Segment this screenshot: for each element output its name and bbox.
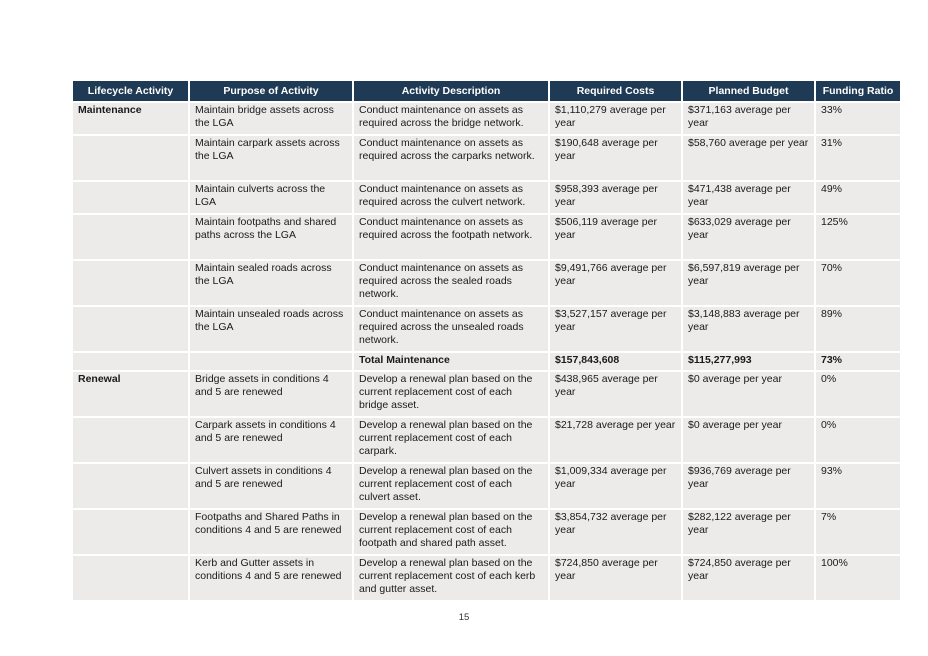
cell-required-costs: $157,843,608 xyxy=(550,353,681,370)
cell-purpose: Culvert assets in conditions 4 and 5 are renewed xyxy=(190,464,352,508)
cell-planned-budget: $115,277,993 xyxy=(683,353,814,370)
total-row xyxy=(73,353,900,370)
cell-lifecycle-activity xyxy=(73,182,188,213)
cell-description: Conduct maintenance on assets as required across the unsealed roads network. xyxy=(354,307,548,351)
cell-purpose: Kerb and Gutter assets in conditions 4 and 5 are renewed xyxy=(190,556,352,600)
header-required-costs: Required Costs xyxy=(550,81,681,101)
cell-funding-ratio: 70% xyxy=(816,261,900,305)
cell-lifecycle-activity xyxy=(73,418,188,462)
cell-required-costs: $190,648 average per year xyxy=(550,136,681,180)
cell-purpose: Carpark assets in conditions 4 and 5 are renewed xyxy=(190,418,352,462)
header-funding-ratio: Funding Ratio xyxy=(816,81,900,101)
cell-funding-ratio: 73% xyxy=(816,353,900,370)
cell-lifecycle-activity xyxy=(73,136,188,180)
cell-funding-ratio: 125% xyxy=(816,215,900,259)
cell-funding-ratio: 7% xyxy=(816,510,900,554)
cell-planned-budget: $3,148,883 average per year xyxy=(683,307,814,351)
cell-planned-budget: $282,122 average per year xyxy=(683,510,814,554)
cell-description: Develop a renewal plan based on the current replacement cost of each footpath and shared path asset. xyxy=(354,510,548,554)
header-activity-description: Activity Description xyxy=(354,81,548,101)
table-body xyxy=(73,103,900,600)
cell-lifecycle-activity xyxy=(73,353,188,370)
table-row xyxy=(73,103,900,134)
header-purpose-of-activity: Purpose of Activity xyxy=(190,81,352,101)
table-row xyxy=(73,215,900,259)
cell-required-costs: $1,009,334 average per year xyxy=(550,464,681,508)
table-row xyxy=(73,136,900,180)
cell-lifecycle-activity: Maintenance xyxy=(73,103,188,134)
cell-purpose: Maintain sealed roads across the LGA xyxy=(190,261,352,305)
table-row xyxy=(73,261,900,305)
cell-lifecycle-activity xyxy=(73,510,188,554)
cell-funding-ratio: 0% xyxy=(816,372,900,416)
table-header-row xyxy=(73,81,900,101)
table-row xyxy=(73,418,900,462)
cell-planned-budget: $0 average per year xyxy=(683,372,814,416)
cell-required-costs: $21,728 average per year xyxy=(550,418,681,462)
lifecycle-table xyxy=(71,79,902,602)
table-row xyxy=(73,372,900,416)
header-lifecycle-activity: Lifecycle Activity xyxy=(73,81,188,101)
cell-required-costs: $438,965 average per year xyxy=(550,372,681,416)
cell-description: Develop a renewal plan based on the current replacement cost of each carpark. xyxy=(354,418,548,462)
cell-funding-ratio: 49% xyxy=(816,182,900,213)
cell-description: Total Maintenance xyxy=(354,353,548,370)
cell-required-costs: $3,527,157 average per year xyxy=(550,307,681,351)
cell-required-costs: $3,854,732 average per year xyxy=(550,510,681,554)
cell-required-costs: $506,119 average per year xyxy=(550,215,681,259)
table-row xyxy=(73,464,900,508)
cell-planned-budget: $371,163 average per year xyxy=(683,103,814,134)
table-row xyxy=(73,182,900,213)
table-row xyxy=(73,307,900,351)
cell-purpose: Footpaths and Shared Paths in conditions 4 and 5 are renewed xyxy=(190,510,352,554)
cell-description: Conduct maintenance on assets as required across the footpath network. xyxy=(354,215,548,259)
cell-description: Conduct maintenance on assets as required across the carparks network. xyxy=(354,136,548,180)
cell-description: Develop a renewal plan based on the current replacement cost of each kerb and gutter asset. xyxy=(354,556,548,600)
cell-required-costs: $1,110,279 average per year xyxy=(550,103,681,134)
cell-description: Conduct maintenance on assets as required across the culvert network. xyxy=(354,182,548,213)
cell-purpose: Maintain unsealed roads across the LGA xyxy=(190,307,352,351)
cell-description: Conduct maintenance on assets as required across the bridge network. xyxy=(354,103,548,134)
cell-purpose: Bridge assets in conditions 4 and 5 are renewed xyxy=(190,372,352,416)
cell-description: Develop a renewal plan based on the current replacement cost of each bridge asset. xyxy=(354,372,548,416)
cell-required-costs: $724,850 average per year xyxy=(550,556,681,600)
cell-planned-budget: $0 average per year xyxy=(683,418,814,462)
cell-funding-ratio: 93% xyxy=(816,464,900,508)
cell-planned-budget: $633,029 average per year xyxy=(683,215,814,259)
cell-required-costs: $9,491,766 average per year xyxy=(550,261,681,305)
cell-planned-budget: $58,760 average per year xyxy=(683,136,814,180)
page-number: 15 xyxy=(458,612,470,623)
cell-purpose xyxy=(190,353,352,370)
table-row xyxy=(73,556,900,600)
cell-funding-ratio: 100% xyxy=(816,556,900,600)
cell-planned-budget: $724,850 average per year xyxy=(683,556,814,600)
cell-lifecycle-activity xyxy=(73,215,188,259)
cell-description: Develop a renewal plan based on the current replacement cost of each culvert asset. xyxy=(354,464,548,508)
cell-lifecycle-activity xyxy=(73,556,188,600)
header-planned-budget: Planned Budget xyxy=(683,81,814,101)
cell-planned-budget: $936,769 average per year xyxy=(683,464,814,508)
cell-required-costs: $958,393 average per year xyxy=(550,182,681,213)
cell-funding-ratio: 0% xyxy=(816,418,900,462)
cell-funding-ratio: 31% xyxy=(816,136,900,180)
cell-description: Conduct maintenance on assets as required across the sealed roads network. xyxy=(354,261,548,305)
cell-lifecycle-activity: Renewal xyxy=(73,372,188,416)
table-header xyxy=(73,81,900,101)
cell-funding-ratio: 89% xyxy=(816,307,900,351)
cell-funding-ratio: 33% xyxy=(816,103,900,134)
cell-planned-budget: $471,438 average per year xyxy=(683,182,814,213)
cell-lifecycle-activity xyxy=(73,464,188,508)
table-row xyxy=(73,510,900,554)
cell-purpose: Maintain bridge assets across the LGA xyxy=(190,103,352,134)
cell-lifecycle-activity xyxy=(73,307,188,351)
cell-purpose: Maintain footpaths and shared paths across the LGA xyxy=(190,215,352,259)
cell-purpose: Maintain culverts across the LGA xyxy=(190,182,352,213)
cell-purpose: Maintain carpark assets across the LGA xyxy=(190,136,352,180)
cell-lifecycle-activity xyxy=(73,261,188,305)
cell-planned-budget: $6,597,819 average per year xyxy=(683,261,814,305)
